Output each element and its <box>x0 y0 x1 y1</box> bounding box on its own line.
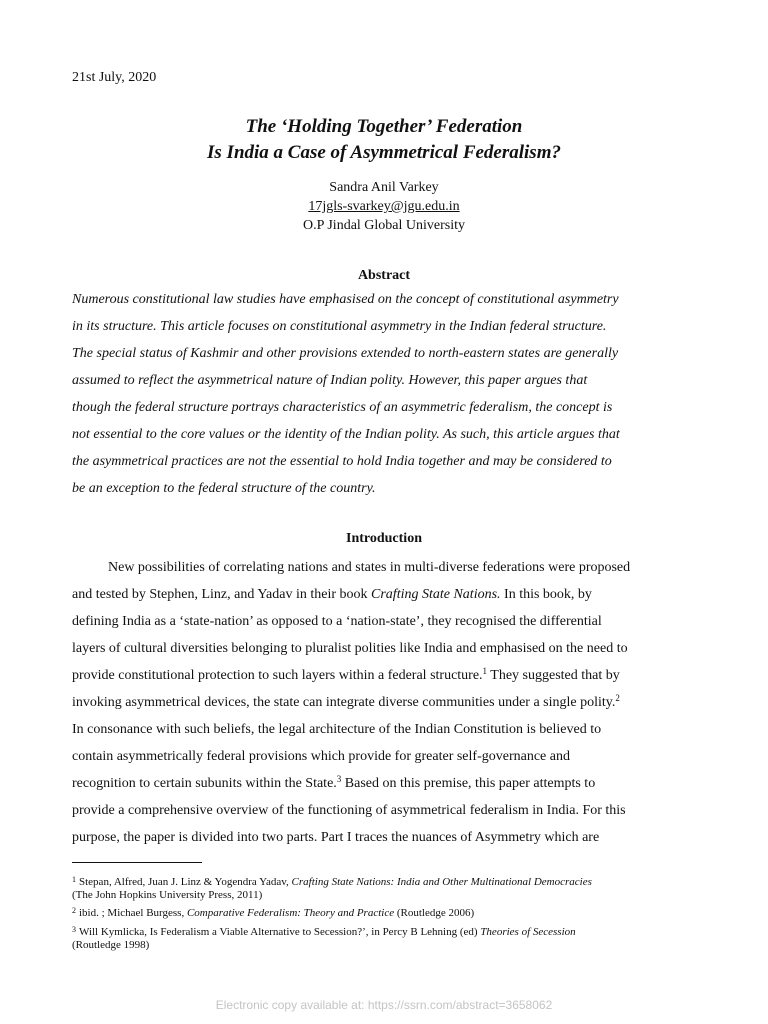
abstract-heading: Abstract <box>357 268 411 283</box>
abstract-body <box>72 286 696 502</box>
author-email-row <box>0 197 768 216</box>
title-line-1: The ‘Holding Together’ Federation <box>245 116 523 137</box>
footnote-text: (The John Hopkins University Press, 2011) <box>72 889 263 901</box>
footnote-divider <box>72 862 202 863</box>
footnote-number: 1 <box>72 875 76 884</box>
footnote-text: Stepan, Alfred, Juan J. Linz & Yogendra Yadav, <box>79 876 292 888</box>
footnote-title: Comparative Federalism: Theory and Practice <box>186 907 395 919</box>
footnote-number: 3 <box>72 925 76 934</box>
footnote-text: (Routledge 1998) <box>72 939 150 951</box>
footnote-2 <box>72 907 702 920</box>
abstract-line: though the federal structure portrays characteristics of an asymmetric federalism, the concept is <box>72 400 613 415</box>
abstract-line: be an exception to the federal structure of the country. <box>72 481 376 496</box>
footnote-ref-2[interactable]: 2 <box>615 693 620 703</box>
body-text: They suggested that by <box>487 668 620 683</box>
footnote-3 <box>72 926 702 952</box>
book-title: Crafting State Nations. <box>371 587 501 602</box>
body-line: New possibilities of correlating nations and states in multi-diverse federations were proposed <box>108 560 631 575</box>
title-line-2: Is India a Case of Asymmetrical Federalism? <box>207 142 561 163</box>
body-text: provide constitutional protection to such layers within a federal structure. <box>72 668 483 683</box>
footnote-title: Crafting State Nations: India and Other Multinational Democracies <box>291 876 592 888</box>
body-line <box>72 770 696 797</box>
abstract-line: the asymmetrical practices are not the essential to hold India together and may be considered to <box>72 454 612 469</box>
author-name: Sandra Anil Varkey <box>329 180 439 195</box>
author-affiliation: O.P Jindal Global University <box>302 218 466 233</box>
footnote-number: 2 <box>72 906 76 915</box>
body-line <box>72 662 696 689</box>
body-text: invoking asymmetrical devices, the state can integrate diverse communities under a single polity. <box>72 695 616 710</box>
body-line: purpose, the paper is divided into two parts. Part I traces the nuances of Asymmetry which are <box>72 830 600 845</box>
abstract-line: Numerous constitutional law studies have emphasised on the concept of constitutional asymmetry <box>72 292 619 307</box>
abstract-line: not essential to the core values or the identity of the Indian polity. As such, this article argues that <box>72 427 620 442</box>
introduction-heading: Introduction <box>346 531 422 546</box>
body-line: layers of cultural diversities belonging to pluralist polities like India and emphasised on the need to <box>72 641 628 656</box>
author-email-link[interactable]: 17jgls-svarkey@jgu.edu.in <box>308 199 460 214</box>
ssrn-footer: Electronic copy available at: https://ssrn.com/abstract=3658062 <box>215 998 553 1012</box>
body-text: and tested by Stephen, Linz, and Yadav in their book <box>72 587 372 602</box>
introduction-body <box>72 554 696 851</box>
abstract-line: assumed to reflect the asymmetrical nature of Indian polity. However, this paper argues that <box>72 373 588 388</box>
footnote-ref-3[interactable]: 3 <box>336 774 342 784</box>
body-line <box>72 581 696 608</box>
footnote-text: Will Kymlicka, Is Federalism a Viable Alternative to Secession?’, in Percy B Lehning (ed) <box>79 926 481 938</box>
body-text: recognition to certain subunits within the State. <box>72 776 337 791</box>
footnote-1 <box>72 876 702 902</box>
abstract-line: The special status of Kashmir and other provisions extended to north-eastern states are generally <box>72 346 619 361</box>
abstract-line: in its structure. This article focuses on constitutional asymmetry in the Indian federal structure. <box>72 319 607 334</box>
body-line: contain asymmetrically federal provisions which provide for greater self-governance and <box>72 749 570 764</box>
body-line: In consonance with such beliefs, the legal architecture of the Indian Constitution is believed to <box>72 722 602 737</box>
body-line: defining India as a ‘state-nation’ as opposed to a ‘nation-state’, they recognised the differential <box>72 614 602 629</box>
body-line <box>72 689 696 716</box>
footnote-text: ibid. ; Michael Burgess, <box>79 907 187 919</box>
footnote-text: (Routledge 2006) <box>394 907 475 919</box>
footnote-ref-1[interactable]: 1 <box>482 666 488 676</box>
body-text: In this book, by <box>500 587 592 602</box>
body-line: provide a comprehensive overview of the functioning of asymmetrical federalism in India. For this <box>72 803 626 818</box>
footnote-title: Theories of Secession <box>480 926 576 938</box>
body-text: Based on this premise, this paper attempts to <box>341 776 596 791</box>
date: 21st July, 2020 <box>72 70 157 85</box>
